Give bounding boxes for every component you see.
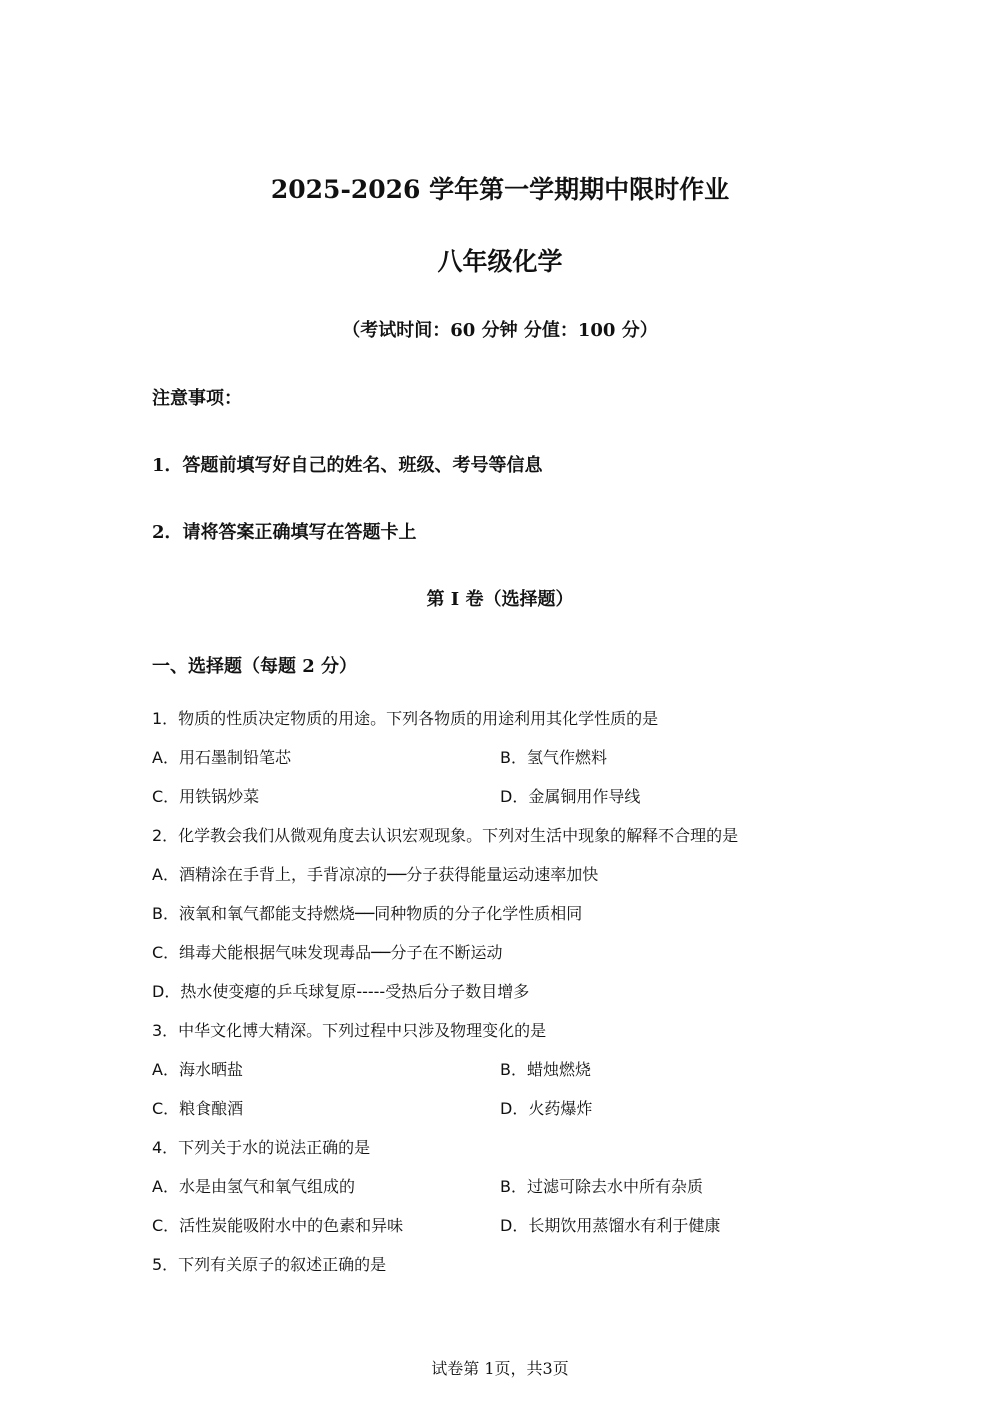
question-stem: 2．化学教会我们从微观角度去认识宏观现象。下列对生活中现象的解释不合理的是	[152, 826, 739, 845]
volume-title: 第 I 卷（选择题）	[426, 589, 574, 610]
option: A．酒精涂在手背上，手背凉凉的──分子获得能量运动速率加快	[152, 865, 599, 884]
notes-heading: 注意事项：	[152, 388, 242, 409]
subject-title: 八年级化学	[437, 247, 563, 276]
option: A．水是由氢气和氧气组成的	[152, 1177, 355, 1196]
question-stem: 5．下列有关原子的叙述正确的是	[152, 1255, 387, 1274]
option: D．火药爆炸	[500, 1099, 593, 1118]
question-stem: 4．下列关于水的说法正确的是	[152, 1138, 371, 1157]
note-item: 2．请将答案正确填写在答题卡上	[152, 522, 417, 543]
option: B．蜡烛燃烧	[500, 1060, 591, 1079]
note-item: 1．答题前填写好自己的姓名、班级、考号等信息	[152, 455, 543, 476]
option: A．用石墨制铅笔芯	[152, 748, 291, 767]
option: B．过滤可除去水中所有杂质	[500, 1177, 703, 1196]
option: C．缉毒犬能根据气味发现毒品──分子在不断运动	[152, 943, 503, 962]
section-title: 一、选择题（每题 2 分）	[152, 656, 358, 677]
question-stem: 1．物质的性质决定物质的用途。下列各物质的用途利用其化学性质的是	[152, 709, 659, 728]
option: C．用铁锅炒菜	[152, 787, 260, 806]
option: D．长期饮用蒸馏水有利于健康	[500, 1216, 721, 1235]
exam-title: 2025-2026 学年第一学期期中限时作业	[270, 175, 730, 204]
option: A．海水晒盐	[152, 1060, 243, 1079]
option: C．活性炭能吸附水中的色素和异味	[152, 1216, 404, 1235]
option: B．液氧和氧气都能支持燃烧──同种物质的分子化学性质相同	[152, 904, 583, 923]
exam-info: （考试时间：60 分钟 分值：100 分）	[342, 320, 658, 341]
question-stem: 3．中华文化博大精深。下列过程中只涉及物理变化的是	[152, 1021, 547, 1040]
option: C．粮食酿酒	[152, 1099, 244, 1118]
option: B．氢气作燃料	[500, 748, 607, 767]
page-footer: 试卷第 1页，共3页	[431, 1359, 569, 1378]
option: D．金属铜用作导线	[500, 787, 641, 806]
option: D．热水使变瘪的乒乓球复原-----受热后分子数目增多	[152, 982, 530, 1001]
